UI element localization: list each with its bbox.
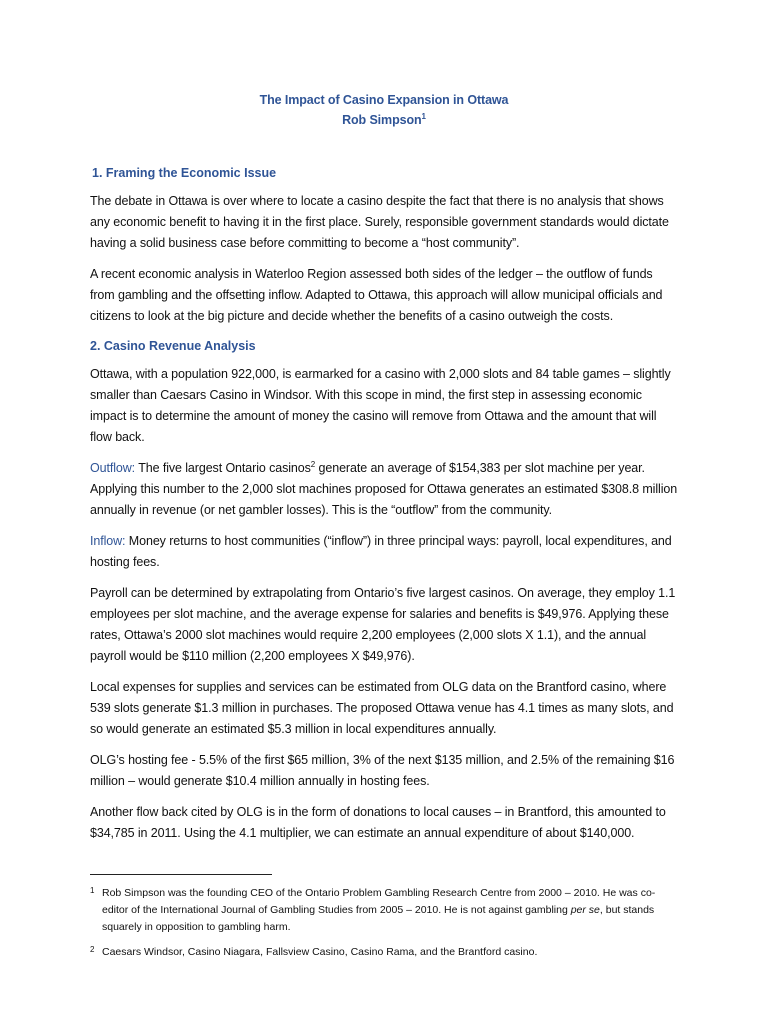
paragraph-hosting-fee: OLG’s hosting fee - 5.5% of the first $65 million, 3% of the next $135 million, and 2.5% of the remaining $16 million – would generate $10.4 million annually in hosting fees. <box>90 753 675 788</box>
document-title: The Impact of Casino Expansion in Ottawa <box>259 93 509 107</box>
outflow-label: Outflow: <box>90 461 136 475</box>
footnote-1-text-b: , but stands squarely in opposition to gambling harm. <box>102 904 655 933</box>
footnote-2 <box>90 944 678 961</box>
footnote-2-text: Caesars Windsor, Casino Niagara, Fallsview Casino, Casino Rama, and the Brantford casino. <box>102 946 538 958</box>
outflow-footnote-ref[interactable]: 2 <box>310 459 316 469</box>
paragraph-outflow <box>90 458 678 521</box>
footnote-1-text-a: Rob Simpson was the founding CEO of the Ontario Problem Gambling Research Centre from 2000 – 2010. He was co-editor of the International Journal of Gambling Studies from 2005 – 2010. He is not against gambling <box>102 887 656 916</box>
paragraph-payroll: Payroll can be determined by extrapolating from Ontario’s five largest casinos. On average, they employ 1.1 employees per slot machine, and the average expense for salaries and benefits is $49,976. Applying these rates, Ottawa’s 2000 slot machines would require 2,200 employees (2,000 slots X 1.1), and the annual payroll would be $110 million (2,200 employees X $49,976). <box>90 586 676 663</box>
paragraph-waterloo: A recent economic analysis in Waterloo Region assessed both sides of the ledger – the outflow of funds from gambling and the offsetting inflow. Adapted to Ottawa, this approach will allow municipal officials and citizens to look at the big picture and decide whether the benefits of a casino outweigh the costs. <box>90 267 663 323</box>
footnote-1-emphasis: per se <box>570 904 600 916</box>
paragraph-debate: The debate in Ottawa is over where to locate a casino despite the fact that there is no analysis that shows any economic benefit to having it in the first place. Surely, responsible government standards would dictate having a solid business case before committing to become a “host community”. <box>90 194 669 250</box>
paragraph-inflow <box>90 531 678 573</box>
inflow-text: Money returns to host communities (“inflow”) in three principal ways: payroll, local expenditures, and hosting fees. <box>90 534 672 569</box>
section-heading-framing: 1. Framing the Economic Issue <box>92 166 277 180</box>
paragraph-local-expenses: Local expenses for supplies and services can be estimated from OLG data on the Brantford casino, where 539 slots generate $1.3 million in purchases. The proposed Ottawa venue has 4.1 times as many slots, and so would generate an estimated $5.3 million in local expenditures annually. <box>90 680 674 736</box>
outflow-text-a: The five largest Ontario casinos <box>135 461 311 475</box>
author-footnote-ref[interactable]: 1 <box>421 111 426 121</box>
footnote-1-number: 1 <box>90 886 95 895</box>
outflow-text-b: generate an average of $154,383 per slot machine per year. Applying this number to the 2,000 slot machines proposed for Ottawa generates an estimated $308.8 million annually in revenue (or net gambler losses). This is the “outflow” from the community. <box>90 461 678 517</box>
paragraph-ottawa-casino: Ottawa, with a population 922,000, is earmarked for a casino with 2,000 slots and 84 table games – slightly smaller than Caesars Casino in Windsor. With this scope in mind, the first step in assessing economic impact is to determine the amount of money the casino will remove from Ottawa and the amount that will flow back. <box>90 367 671 444</box>
section-heading-revenue: 2. Casino Revenue Analysis <box>90 339 256 353</box>
footnote-divider <box>90 874 272 875</box>
footnote-2-number: 2 <box>90 945 95 954</box>
author-name: Rob Simpson <box>342 113 422 127</box>
footnote-1 <box>90 885 678 936</box>
paragraph-donations: Another flow back cited by OLG is in the form of donations to local causes – in Brantford, this amounted to $34,785 in 2011. Using the 4.1 multiplier, we can estimate an annual expenditure of about $140,000. <box>90 805 666 840</box>
inflow-label: Inflow: <box>90 534 126 548</box>
title-block <box>90 90 678 130</box>
document-author <box>90 110 678 130</box>
